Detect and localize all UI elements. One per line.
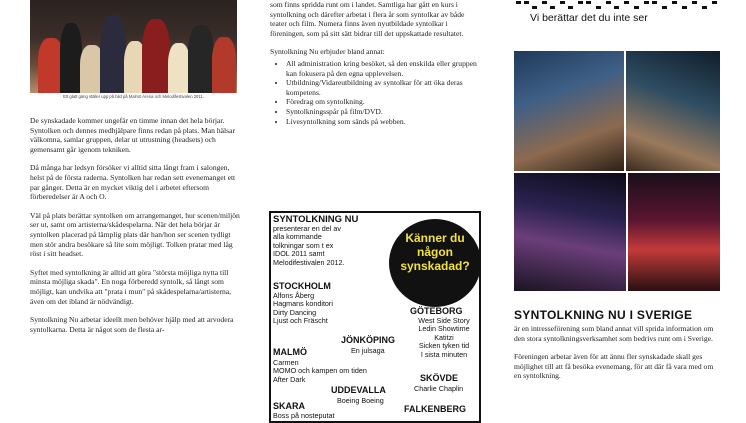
event-photo [514,51,624,171]
list-item: • All administration kring besöket, så den enskilda eller gruppen kan fokusera på den egna upplevelsen. [286,59,480,78]
middle-text-column [270,0,480,126]
box-title: SYNTOLKNING NU [273,214,359,225]
skara-list: Boss på nosteputat [273,411,335,420]
paragraph: är en intresseförening som bland annat vill sprida information om den stora syntolkningsverksamhet som bedrivs runt om i Sverige. [514,324,714,343]
question-circle: Känner du någon synskadad? [389,219,481,307]
goteborg-list: West Side Story Ledin Showtime Katitzi Sicken tyken tid I sista minuten [418,316,470,359]
event-photo [514,173,626,291]
group-photo [30,0,237,93]
paragraph: Väl på plats berättar syntolken om arrangemanget, hur scenen/miljön ser ut, samt om artisterna/skådespelarna. När det hela börjar är syntolken placerad på lämplig plats där han/hon ser scenen tydligt men stör andra besökare så lite som möjligt. Tolken pratar med låg röst i sitt headset. [30,210,240,259]
jonkoping-list: En julsaga [351,346,385,355]
paragraph: Då många har ledsyn försöker vi alltid sitta långt fram i salongen, helst på de första raderna. Syntolken har redan sett evenemanget ett par gånger. Detta är en mycket viktig del i arbetet eftersom förberedelser är A och O. [30,163,236,202]
tagline: Vi berättar det du inte ser [530,12,648,24]
city-skovde: SKÖVDE [420,373,459,383]
paragraph: Föreningen arbetar även för att ännu fler synskadade skall ges möjlighet till att få besöka evenemang, för att där få vara med om en syntolkning. [514,352,714,381]
right-text-column [514,324,720,381]
paragraph: De synskadade kommer ungefär en timme innan det hela börjar. Syntolken och dennes medhjälpare finns redan på plats. Man hälsar välkomna, samlar gruppen, delar ut utrustning (headsets) och gemensamt går igenom tekniken. [30,116,235,154]
section-heading: SYNTOLKNING NU I SVERIGE [514,308,693,322]
stockholm-list: Alfons Åberg Hagmans konditori Dirty Dancing Ljust och Fräscht [273,291,333,326]
photo-caption: Ett glatt gäng ställer upp på bild på Malmö Arena och Melodifestivalen 2011. [63,94,204,99]
city-stockholm: STOCKHOLM [273,281,331,291]
city-jonkoping: JÖNKÖPING [341,335,396,345]
box-intro: presenterar en del av alla kommande tolkningar som t ex IDOL 2011 samt Melodifestivalen 2012. [273,224,345,267]
malmo-list: Carmen MOMO och kampen om tiden After Dark [273,358,367,384]
city-skara: SKARA [273,401,306,411]
list-item: • Syntolkningsspår på film/DVD. [286,107,480,117]
paragraph: som finns spridda runt om i landet. Samtliga har gått en kurs i syntolkning och därefter arbetat i flera år som syntolkar av både teater och film. Numera finns även nyutbildade syntolkar i föreningen, som på sitt sätt bidrar till det uppskattade resultatet. [270,0,465,38]
city-uddevalla: UDDEVALLA [331,385,386,395]
event-photo [628,173,720,291]
left-text-column [30,116,240,334]
event-photo-grid [514,51,720,291]
events-box [269,211,481,423]
city-goteborg: GÖTEBORG [410,306,463,316]
paragraph: Syftet med syntolkning är alltid att göra "största möjliga nytta till minsta möjliga skada". En noga förberedd syntolk, så långt som möjligt, kan undvika att "prata i mun" på skådespelarna/artisterna, även om det ibland är nödvändigt. [30,267,232,306]
offer-lead: Syntolkning Nu erbjuder bland annat: [270,47,385,57]
list-item: • Utbildning/Vidareutbildning av syntolkar för att öka deras kompetens. [286,78,480,97]
skovde-list: Charlie Chaplin [414,384,464,393]
list-item: • Livesyntolkning som sänds på webben. [286,117,480,127]
list-item: • Föredrag om syntolkning. [286,97,480,107]
city-falkenberg: FALKENBERG [404,404,467,414]
uddevalla-list: Boeing Boeing [337,396,384,405]
paragraph: Syntolkning Nu arbetar ideellt men behöver hjälp med att arvodera syntolkarna. Detta är något som de flesta ar- [30,315,234,334]
city-malmo: MALMÖ [273,347,307,357]
event-photo [626,51,720,171]
offer-list [270,59,480,126]
